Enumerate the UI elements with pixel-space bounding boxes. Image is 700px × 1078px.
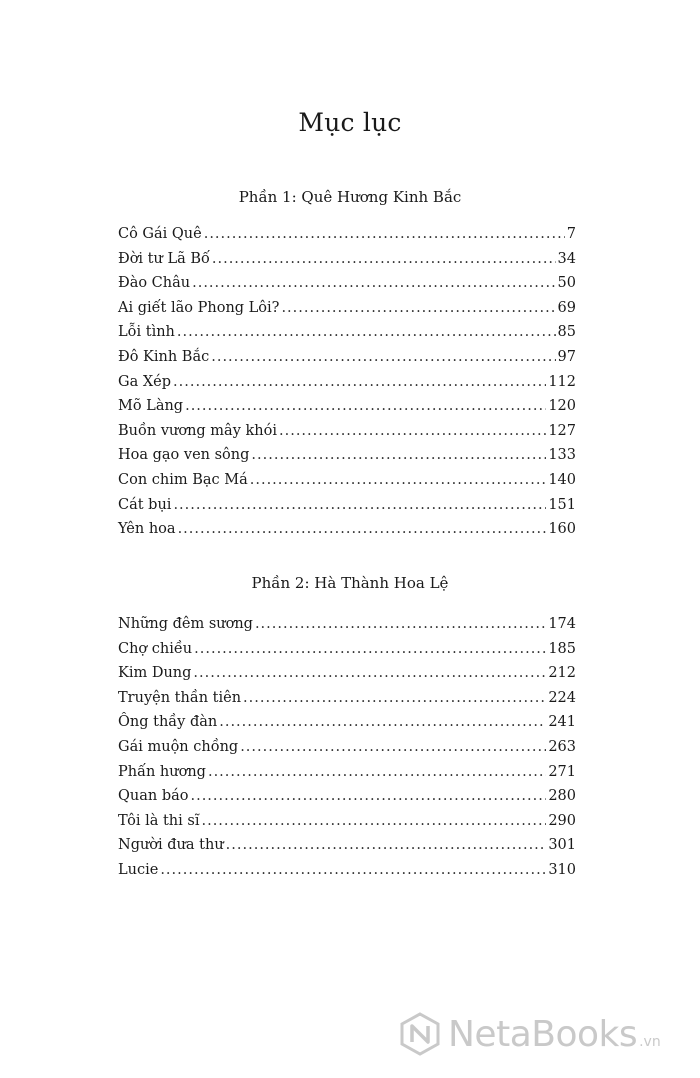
section-2-list — [118, 616, 576, 887]
entry-page: 151 — [548, 496, 576, 513]
entry-page: 160 — [548, 521, 576, 538]
dot-leader — [177, 324, 556, 340]
toc-entry[interactable] — [118, 739, 576, 764]
entry-title: Yên hoa — [118, 521, 176, 538]
dot-leader — [194, 641, 546, 657]
toc-entry[interactable] — [118, 300, 576, 325]
watermark-suffix: .vn — [639, 1034, 661, 1050]
dot-leader — [211, 349, 555, 365]
entry-page: 290 — [548, 812, 576, 829]
entry-page: 241 — [548, 714, 576, 731]
toc-entry[interactable] — [118, 690, 576, 715]
toc-entry[interactable] — [118, 472, 576, 497]
dot-leader — [160, 862, 546, 878]
entry-title: Phấn hương — [118, 763, 206, 780]
entry-page: 85 — [557, 324, 576, 341]
entry-page: 133 — [548, 447, 576, 464]
entry-title: Đào Châu — [118, 275, 191, 292]
entry-title: Buồn vương mây khói — [118, 422, 277, 439]
entry-page: 224 — [548, 689, 576, 706]
entry-title: Tôi là thi sĩ — [118, 812, 200, 829]
dot-leader — [193, 665, 546, 681]
entry-page: 7 — [566, 226, 576, 242]
dot-leader — [204, 226, 565, 242]
toc-entry[interactable] — [118, 641, 576, 666]
toc-entry[interactable] — [118, 616, 576, 641]
entry-page: 34 — [557, 250, 576, 267]
n-logo-icon — [398, 1012, 442, 1056]
entry-page: 212 — [548, 665, 576, 682]
dot-leader — [251, 447, 546, 463]
entry-page: 174 — [548, 616, 576, 632]
entry-title: Quan báo — [118, 788, 189, 805]
toc-entry[interactable] — [118, 837, 576, 862]
page-title: Mục lục — [298, 108, 402, 137]
entry-page: 97 — [557, 348, 576, 365]
dot-leader — [250, 472, 547, 488]
toc-entry[interactable] — [118, 374, 576, 399]
dot-leader — [208, 764, 546, 780]
dot-leader — [190, 788, 546, 804]
entry-page: 120 — [548, 398, 576, 415]
dot-leader — [192, 275, 555, 291]
entry-title: Gái muộn chồng — [118, 738, 239, 755]
entry-page: 271 — [548, 763, 576, 780]
section-1-heading: Phần 1: Quê Hương Kinh Bắc — [238, 188, 462, 206]
toc-entry[interactable] — [118, 714, 576, 739]
dot-leader — [243, 690, 546, 706]
entry-page: 50 — [557, 275, 576, 292]
entry-page: 185 — [548, 640, 576, 657]
dot-leader — [173, 497, 546, 513]
entry-title: Cát bụi — [118, 496, 172, 513]
toc-entry[interactable] — [118, 521, 576, 546]
entry-page: 310 — [548, 861, 576, 878]
toc-entry[interactable] — [118, 324, 576, 349]
dot-leader — [212, 251, 556, 267]
section-2-heading: Phần 2: Hà Thành Hoa Lệ — [251, 574, 449, 592]
watermark-brand: NetaBooks — [448, 1013, 638, 1055]
entry-title: Lucie — [118, 861, 159, 878]
entry-title: Hoa gạo ven sông — [118, 447, 250, 464]
entry-page: 112 — [548, 373, 576, 390]
entry-title: Chợ chiều — [118, 640, 193, 657]
entry-title: Đô Kinh Bắc — [118, 348, 210, 365]
dot-leader — [281, 300, 555, 316]
entry-title: Truyện thần tiên — [118, 689, 242, 706]
entry-title: Những đêm sương — [118, 616, 253, 632]
entry-title: Người đưa thư — [118, 837, 224, 854]
entry-page: 127 — [548, 422, 576, 439]
toc-entry[interactable] — [118, 226, 576, 251]
toc-entry[interactable] — [118, 764, 576, 789]
entry-page: 280 — [548, 788, 576, 805]
entry-title: Ga Xép — [118, 373, 172, 390]
toc-entry[interactable] — [118, 813, 576, 838]
dot-leader — [255, 616, 546, 632]
dot-leader — [279, 423, 546, 439]
dot-leader — [219, 714, 546, 730]
toc-entry[interactable] — [118, 423, 576, 448]
toc-entry[interactable] — [118, 398, 576, 423]
dot-leader — [185, 398, 546, 414]
entry-page: 69 — [557, 299, 576, 316]
entry-title: Mõ Làng — [118, 398, 184, 415]
entry-title: Ai giết lão Phong Lôi? — [118, 299, 280, 316]
section-1-list — [118, 226, 576, 546]
entry-title: Ông thầy đàn — [118, 714, 218, 731]
entry-page: 263 — [548, 738, 576, 755]
toc-entry[interactable] — [118, 862, 576, 887]
entry-title: Đời tư Lã Bố — [118, 250, 210, 267]
entry-title: Con chim Bạc Má — [118, 471, 248, 488]
dot-leader — [178, 521, 547, 537]
dot-leader — [240, 739, 546, 755]
toc-entry[interactable] — [118, 275, 576, 300]
toc-entry[interactable] — [118, 497, 576, 522]
dot-leader — [226, 837, 547, 853]
dot-leader — [173, 374, 546, 390]
entry-page: 140 — [548, 471, 576, 488]
toc-entry[interactable] — [118, 447, 576, 472]
entry-page: 301 — [548, 837, 576, 854]
toc-entry[interactable] — [118, 349, 576, 374]
toc-entry[interactable] — [118, 665, 576, 690]
entry-title: Cô Gái Quê — [118, 226, 202, 242]
watermark — [398, 1012, 661, 1056]
entry-title: Lỗi tình — [118, 324, 175, 341]
dot-leader — [201, 813, 546, 829]
entry-title: Kim Dung — [118, 665, 192, 682]
toc-entry[interactable] — [118, 251, 576, 276]
toc-entry[interactable] — [118, 788, 576, 813]
